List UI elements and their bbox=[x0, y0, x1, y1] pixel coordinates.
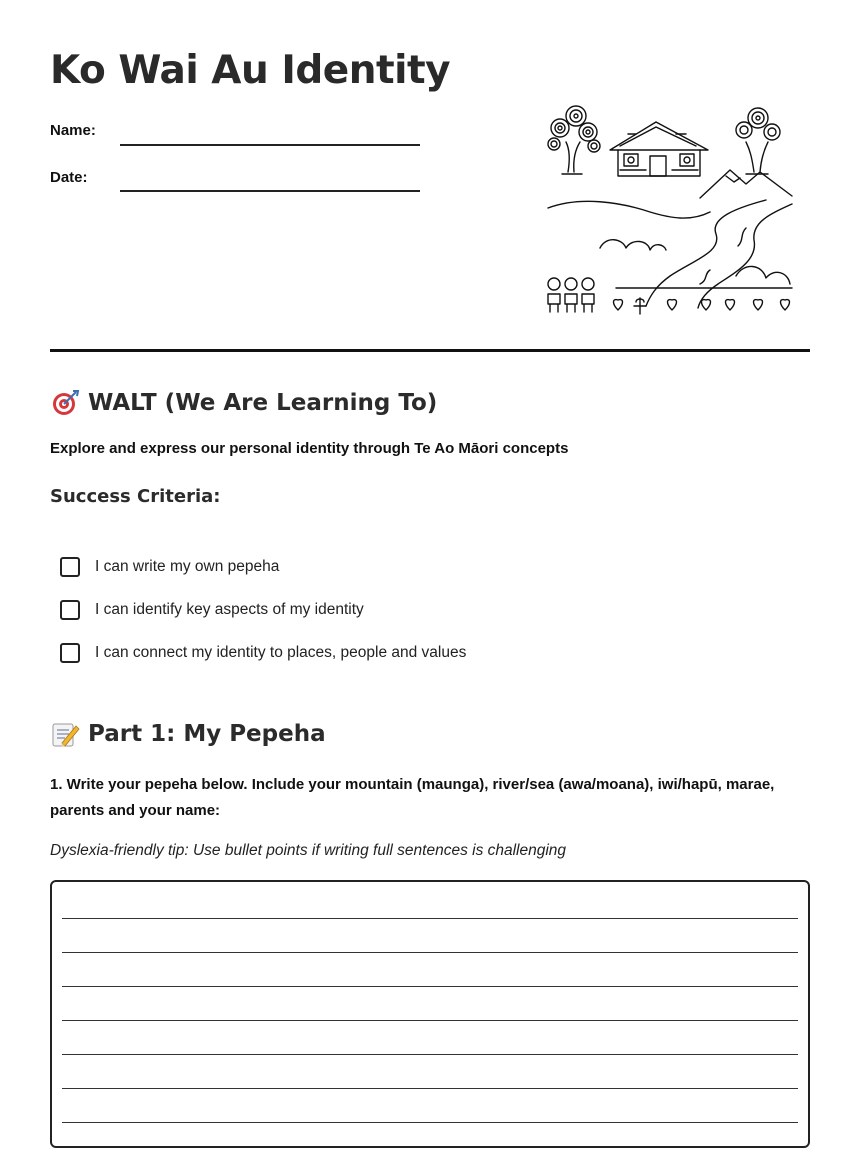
writing-line[interactable] bbox=[62, 1122, 798, 1123]
criterion-3-label: I can connect my identity to places, people and values bbox=[95, 644, 467, 661]
marae-landscape-illustration bbox=[540, 100, 800, 322]
marae-drawing bbox=[610, 122, 708, 176]
date-field[interactable] bbox=[120, 190, 420, 192]
checkbox-1[interactable] bbox=[60, 557, 80, 577]
page-title: Ko Wai Au Identity bbox=[50, 48, 451, 93]
memo-pencil-icon bbox=[50, 719, 80, 749]
walt-heading-text: WALT (We Are Learning To) bbox=[88, 390, 438, 416]
checkbox-2[interactable] bbox=[60, 600, 80, 620]
hill-drawing bbox=[548, 201, 710, 218]
writing-line[interactable] bbox=[62, 1054, 798, 1055]
writing-line[interactable] bbox=[62, 1020, 798, 1021]
hearts-drawing bbox=[614, 298, 790, 314]
left-tree-drawing bbox=[548, 106, 600, 174]
date-label: Date: bbox=[50, 169, 88, 186]
writing-line[interactable] bbox=[62, 1088, 798, 1089]
right-tree-drawing bbox=[736, 108, 780, 174]
part1-heading-text: Part 1: My Pepeha bbox=[88, 721, 326, 747]
criterion-2[interactable] bbox=[60, 600, 364, 620]
pepeha-writing-box[interactable] bbox=[50, 880, 810, 1148]
criterion-1-label: I can write my own pepeha bbox=[95, 558, 280, 575]
walt-heading bbox=[50, 388, 437, 418]
part1-heading bbox=[50, 719, 326, 749]
pepeha-question: 1. Write your pepeha below. Include your mountain (maunga), river/sea (awa/moana), iwi/hapū, marae, parents and your name: bbox=[50, 776, 775, 819]
criterion-3[interactable] bbox=[60, 643, 466, 663]
people-drawing bbox=[548, 278, 594, 312]
target-icon bbox=[50, 388, 80, 418]
dyslexia-tip: Dyslexia-friendly tip: Use bullet points if writing full sentences is challenging bbox=[50, 842, 567, 859]
header-divider bbox=[50, 349, 810, 352]
criterion-1[interactable] bbox=[60, 557, 279, 577]
success-criteria-heading: Success Criteria: bbox=[50, 486, 221, 507]
river-bank-right bbox=[698, 204, 792, 308]
writing-line[interactable] bbox=[62, 986, 798, 987]
walt-description: Explore and express our personal identity through Te Ao Māori concepts bbox=[50, 440, 569, 457]
name-field[interactable] bbox=[120, 144, 420, 146]
criterion-2-label: I can identify key aspects of my identity bbox=[95, 601, 364, 618]
writing-line[interactable] bbox=[62, 952, 798, 953]
checkbox-3[interactable] bbox=[60, 643, 80, 663]
name-label: Name: bbox=[50, 122, 96, 139]
writing-line[interactable] bbox=[62, 918, 798, 919]
